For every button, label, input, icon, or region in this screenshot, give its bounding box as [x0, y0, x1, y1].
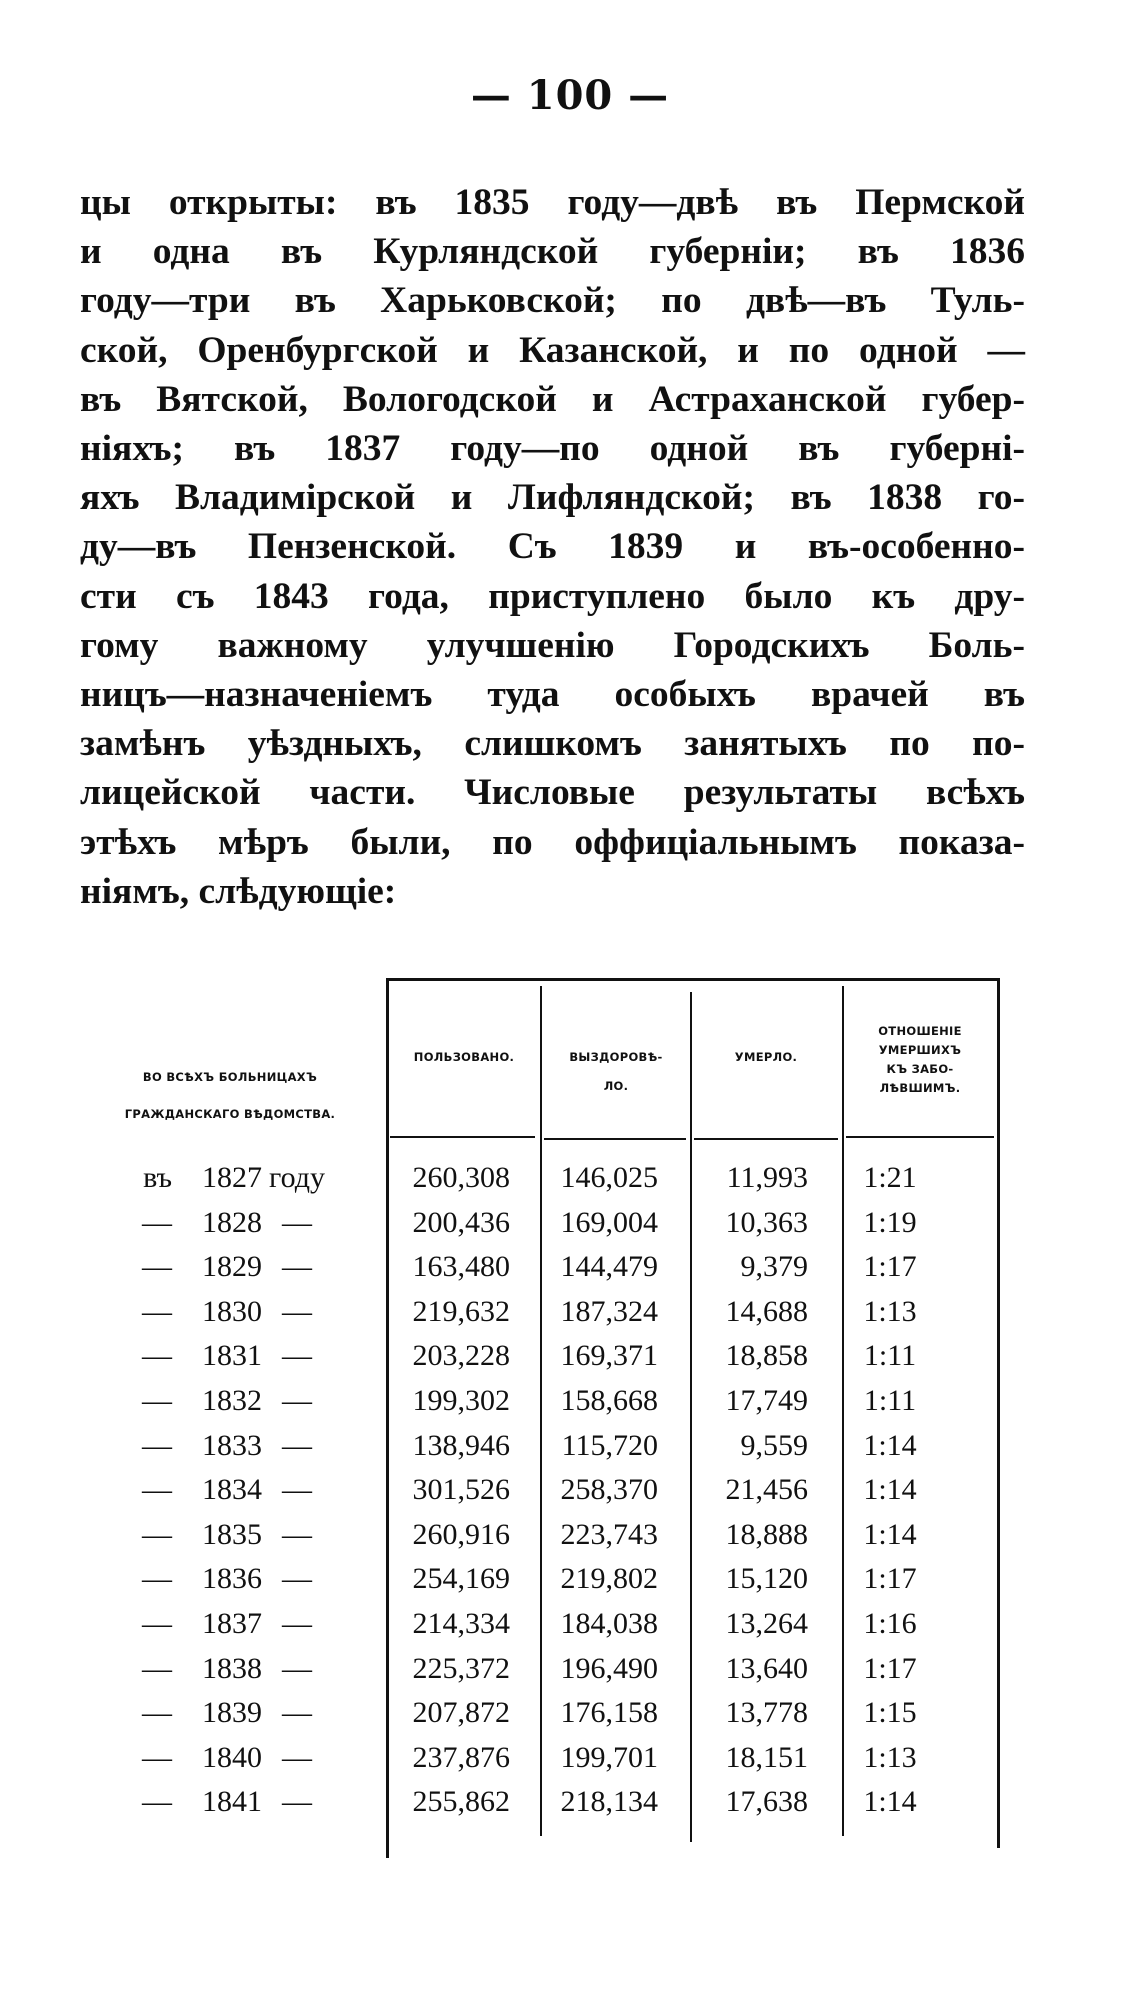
table-row [80, 1245, 1000, 1289]
died-cell: 18,858 [725, 1339, 808, 1373]
recovered-cell: 219,802 [560, 1562, 658, 1596]
treated-cell: 237,876 [412, 1740, 510, 1774]
table-row [80, 1334, 1000, 1378]
died-cell: 11,993 [726, 1161, 808, 1194]
died-cell: 17,749 [725, 1384, 808, 1417]
died-cell: 17,638 [725, 1785, 808, 1819]
year-value: 1829 [202, 1250, 262, 1284]
recovered-cell: 196,490 [560, 1651, 658, 1685]
year-value: 1836 [202, 1562, 262, 1596]
year-value: 1838 [202, 1651, 262, 1685]
died-cell: 18,151 [725, 1740, 808, 1774]
year-value: 1837 [202, 1607, 262, 1640]
year-value: 1827 [202, 1161, 262, 1194]
ratio-cell: 1:11 [863, 1339, 917, 1373]
year-suffix: — [282, 1205, 312, 1239]
recovered-cell: 199,701 [560, 1740, 658, 1774]
year-cell [110, 1334, 350, 1378]
year-prefix: — [142, 1562, 172, 1596]
recovered-cell: 144,479 [560, 1250, 658, 1284]
text-line: этѣхъ мѣръ были, по оффиціальнымъ показа- [80, 821, 1025, 863]
died-cell: 18,888 [725, 1517, 808, 1551]
treated-cell: 301,526 [412, 1473, 510, 1507]
table-row [80, 1290, 1000, 1334]
ratio-cell: 1:11 [863, 1384, 917, 1417]
treated-cell: 214,334 [412, 1607, 510, 1640]
year-prefix: — [142, 1205, 172, 1239]
treated-cell: 260,308 [412, 1161, 510, 1194]
ratio-cell: 1:19 [863, 1205, 917, 1239]
recovered-cell: 176,158 [560, 1696, 658, 1730]
year-suffix: — [282, 1651, 312, 1685]
recovered-cell: 146,025 [560, 1161, 658, 1194]
year-suffix: — [282, 1562, 312, 1596]
year-prefix: — [142, 1473, 172, 1507]
recovered-cell: 169,371 [560, 1339, 658, 1373]
year-suffix: — [282, 1517, 312, 1551]
table-row [80, 1201, 1000, 1245]
year-suffix: году [269, 1161, 325, 1194]
year-cell [110, 1424, 350, 1468]
text-line: сти съ 1843 года, приступлено было къ дру- [80, 575, 1025, 617]
treated-cell: 207,872 [412, 1696, 510, 1730]
year-prefix: — [142, 1696, 172, 1730]
year-suffix: — [282, 1696, 312, 1730]
recovered-cell: 184,038 [560, 1607, 658, 1640]
year-prefix: — [142, 1384, 172, 1417]
year-cell [110, 1468, 350, 1512]
year-value: 1831 [202, 1339, 262, 1373]
year-prefix: — [142, 1651, 172, 1685]
text-line: замѣнъ уѣздныхъ, слишкомъ занятыхъ по по- [80, 723, 1025, 765]
ratio-cell: 1:21 [863, 1161, 917, 1194]
text-line: яхъ Владимірской и Лифляндской; въ 1838 го- [80, 477, 1025, 519]
year-value: 1840 [202, 1740, 262, 1774]
table-row [80, 1691, 1000, 1735]
recovered-cell: 258,370 [560, 1473, 658, 1507]
died-cell: 13,264 [725, 1607, 808, 1640]
year-prefix: — [142, 1607, 172, 1640]
year-prefix: — [142, 1740, 172, 1774]
year-suffix: — [282, 1428, 312, 1462]
recovered-cell: 218,134 [560, 1785, 658, 1819]
ratio-cell: 1:14 [863, 1785, 917, 1819]
year-suffix: — [282, 1740, 312, 1774]
died-cell: 15,120 [725, 1562, 808, 1596]
ratio-cell: 1:17 [863, 1651, 917, 1685]
text-line: ницъ—назначеніемъ туда особыхъ врачей въ [80, 674, 1025, 716]
text-line: ской, Оренбургской и Казанской, и по одной — [80, 329, 1025, 371]
year-prefix: — [142, 1294, 172, 1328]
ratio-cell: 1:17 [863, 1250, 917, 1284]
treated-cell: 163,480 [412, 1250, 510, 1284]
year-cell [110, 1557, 350, 1601]
treated-cell: 200,436 [412, 1205, 510, 1239]
year-value: 1839 [202, 1696, 262, 1730]
recovered-cell: 158,668 [560, 1384, 658, 1417]
year-cell [110, 1647, 350, 1691]
died-cell: 14,688 [725, 1294, 808, 1328]
text-line: ніяхъ; въ 1837 году—по одной въ губерні- [80, 428, 1025, 470]
treated-cell: 199,302 [412, 1384, 510, 1417]
died-cell: 9,559 [740, 1428, 808, 1462]
died-cell: 21,456 [725, 1473, 808, 1507]
year-suffix: — [282, 1339, 312, 1373]
year-prefix: — [142, 1428, 172, 1462]
text-line: въ Вятской, Вологодской и Астраханской губер- [80, 378, 1025, 420]
header-bottom-rule [694, 1138, 838, 1140]
year-prefix: — [142, 1339, 172, 1373]
ratio-cell: 1:15 [863, 1696, 917, 1730]
page-number: — 100 — [470, 72, 670, 119]
year-value: 1828 [202, 1205, 262, 1239]
year-prefix: — [142, 1785, 172, 1819]
year-cell [110, 1736, 350, 1780]
year-cell [110, 1201, 350, 1245]
ratio-cell: 1:14 [863, 1428, 917, 1462]
text-line: ду—въ Пензенской. Съ 1839 и въ-особенно- [80, 526, 1025, 568]
year-prefix: въ [143, 1161, 172, 1194]
year-cell [110, 1780, 350, 1824]
year-suffix: — [282, 1473, 312, 1507]
treated-cell: 255,862 [412, 1785, 510, 1819]
died-cell: 13,778 [725, 1696, 808, 1730]
text-line: ніямъ, слѣдующіе: [80, 870, 397, 912]
year-cell [110, 1691, 350, 1735]
year-value: 1834 [202, 1473, 262, 1507]
ratio-cell: 1:13 [863, 1740, 917, 1774]
year-value: 1830 [202, 1294, 262, 1328]
recovered-cell: 169,004 [560, 1205, 658, 1239]
year-suffix: — [282, 1785, 312, 1819]
column-header-died: УМЕРЛО. [734, 1050, 798, 1064]
table-row [80, 1424, 1000, 1468]
recovered-cell: 187,324 [560, 1294, 658, 1328]
year-cell [110, 1513, 350, 1557]
died-cell: 10,363 [725, 1205, 808, 1239]
header-bottom-rule [390, 1136, 535, 1138]
treated-cell: 254,169 [412, 1562, 510, 1596]
recovered-cell: 223,743 [560, 1517, 658, 1551]
table-row [80, 1156, 1000, 1200]
year-cell [110, 1602, 350, 1646]
year-prefix: — [142, 1250, 172, 1284]
header-bottom-rule [846, 1136, 994, 1138]
year-value: 1841 [202, 1785, 262, 1819]
treated-cell: 138,946 [412, 1428, 510, 1462]
text-line: цы открыты: въ 1835 году—двѣ въ Пермской [80, 182, 1025, 223]
treated-cell: 225,372 [412, 1651, 510, 1685]
year-cell [110, 1245, 350, 1289]
statistics-table [80, 978, 1000, 1858]
table-row [80, 1647, 1000, 1691]
ratio-cell: 1:16 [863, 1607, 917, 1640]
table-row [80, 1602, 1000, 1646]
text-line: году—три въ Харьковской; по двѣ—въ Туль- [80, 280, 1025, 322]
year-cell [110, 1290, 350, 1334]
table-row [80, 1513, 1000, 1557]
table-row [80, 1468, 1000, 1512]
year-cell [110, 1379, 350, 1423]
died-cell: 9,379 [740, 1250, 808, 1284]
year-suffix: — [282, 1384, 312, 1417]
year-suffix: — [282, 1294, 312, 1328]
body-paragraph [80, 178, 1025, 916]
row-header-label: ВО ВСѢХЪ БОЛЬНИЦАХЪ ГРАЖДАНСКАГО ВѢДОМСТВА. [124, 1070, 336, 1121]
column-header-ratio: ОТНОШЕНІЕ УМЕРШИХЪ КЪ ЗАБО- ЛѢВШИМЪ. [878, 1024, 962, 1095]
died-cell: 13,640 [725, 1651, 808, 1685]
column-header-treated: ПОЛЬЗОВАНО. [413, 1050, 515, 1064]
treated-cell: 260,916 [412, 1517, 510, 1551]
year-prefix: — [142, 1517, 172, 1551]
year-value: 1833 [202, 1428, 262, 1462]
ratio-cell: 1:14 [863, 1473, 917, 1507]
ratio-cell: 1:17 [863, 1562, 917, 1596]
treated-cell: 219,632 [412, 1294, 510, 1328]
treated-cell: 203,228 [412, 1339, 510, 1373]
ratio-cell: 1:13 [863, 1294, 917, 1328]
year-suffix: — [282, 1250, 312, 1284]
year-value: 1832 [202, 1384, 262, 1417]
year-cell [110, 1156, 350, 1200]
text-line: лицейской части. Числовые результаты всѣхъ [80, 772, 1025, 814]
year-suffix: — [282, 1607, 312, 1640]
table-row [80, 1780, 1000, 1824]
recovered-cell: 115,720 [561, 1428, 658, 1462]
table-row [80, 1736, 1000, 1780]
text-line: и одна въ Курляндской губерніи; въ 1836 [80, 231, 1025, 273]
header-bottom-rule [544, 1138, 686, 1140]
table-row [80, 1557, 1000, 1601]
column-header-recovered: ВЫЗДОРОВѢ- ЛО. [569, 1050, 663, 1093]
table-row [80, 1379, 1000, 1423]
year-value: 1835 [202, 1517, 262, 1551]
ratio-cell: 1:14 [863, 1517, 917, 1551]
table-top-rule [388, 978, 998, 981]
text-line: гому важному улучшенію Городскихъ Боль- [80, 624, 1025, 666]
